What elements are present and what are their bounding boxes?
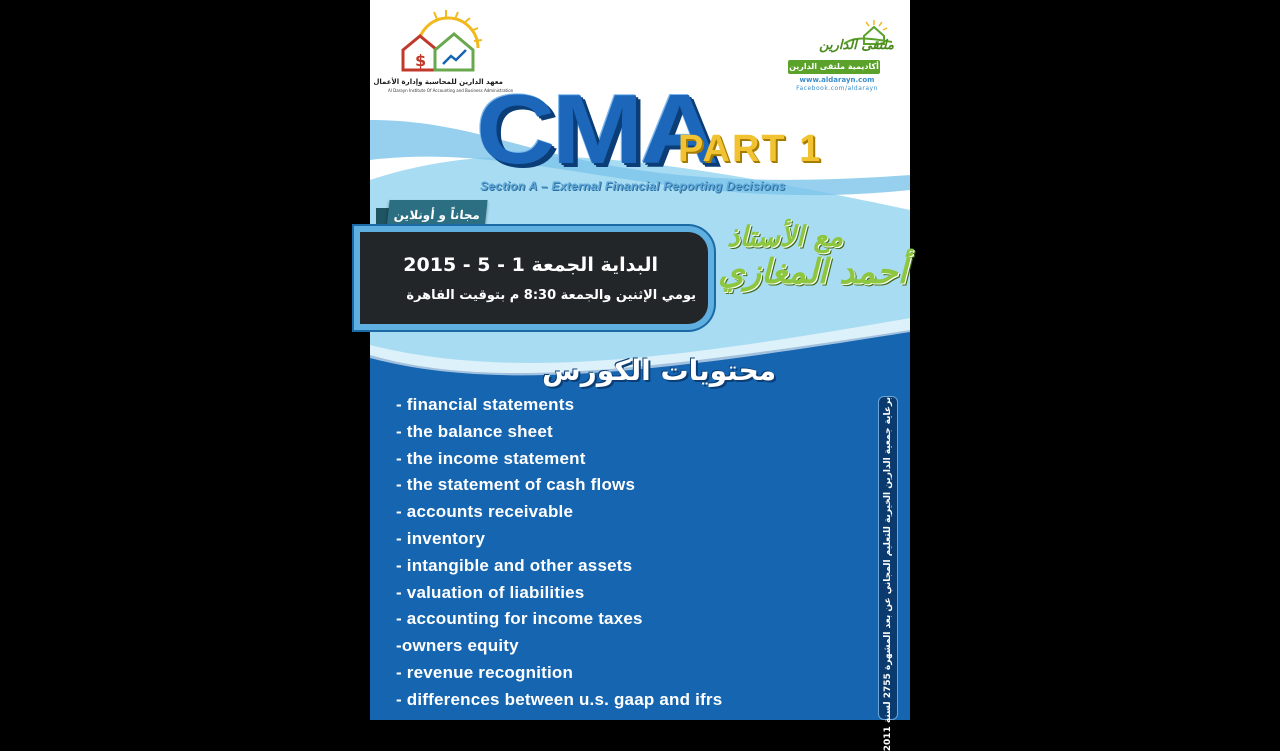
section-subtitle: Section A – External Financial Reporting Decisions bbox=[480, 179, 786, 193]
institute-name-english: Al Darayn Institute Of Accounting and Business Administration bbox=[388, 88, 514, 93]
list-item: -owners equity bbox=[396, 636, 519, 656]
list-item: - differences between u.s. gaap and ifrs bbox=[396, 689, 723, 709]
aldarayn-tagline: أكاديمية ملتقى الدارين bbox=[788, 60, 880, 74]
svg-text:$: $ bbox=[415, 51, 427, 70]
class-days: يومي الإثنين والجمعة 8:30 م بتوقيت القاهرة bbox=[406, 288, 696, 303]
list-item: - the statement of cash flows bbox=[396, 475, 636, 495]
free-online-badge: مجاناً و أونلاين bbox=[386, 200, 487, 230]
institute-logo-emblem bbox=[388, 8, 503, 78]
instructor-label: مع الأستاذ bbox=[727, 220, 844, 253]
aldarayn-brand: ملتقى الدارين bbox=[819, 38, 894, 53]
list-item: - the balance sheet bbox=[396, 421, 553, 441]
instructor-name: أحمد المغازي bbox=[718, 252, 908, 292]
list-item: - accounts receivable bbox=[396, 502, 574, 522]
list-item: - valuation of liabilities bbox=[396, 582, 585, 602]
list-item: - accounting for income taxes bbox=[396, 609, 643, 629]
list-item: - financial statements bbox=[396, 395, 575, 414]
institute-name-arabic: معهد الدارين للمحاسبة وإدارة الأعمال bbox=[373, 78, 503, 86]
cma-title: CMA bbox=[476, 74, 716, 184]
list-item: - revenue recognition bbox=[396, 662, 574, 682]
topics-list bbox=[396, 395, 722, 717]
contents-heading: محتويات الكورس bbox=[542, 354, 777, 387]
facebook-url: Facebook.com/aldarayn bbox=[796, 85, 878, 92]
list-item: - the income statement bbox=[396, 448, 586, 468]
start-date: البداية الجمعة 1 - 5 - 2015 bbox=[403, 254, 658, 276]
schedule-box bbox=[360, 232, 708, 324]
aldarayn-logo bbox=[762, 18, 902, 98]
list-item: - inventory bbox=[396, 528, 486, 548]
website-url: www.aldarayn.com bbox=[799, 76, 875, 84]
list-item: - intangible and other assets bbox=[396, 555, 633, 575]
poster bbox=[370, 0, 910, 751]
sponsor-note: برعاية جمعية الدارين الخيرية للتعليم المجاني عن بعد المشهرة 2755 لسنة 2011 bbox=[878, 396, 898, 720]
part-title: PART 1 bbox=[678, 128, 823, 170]
